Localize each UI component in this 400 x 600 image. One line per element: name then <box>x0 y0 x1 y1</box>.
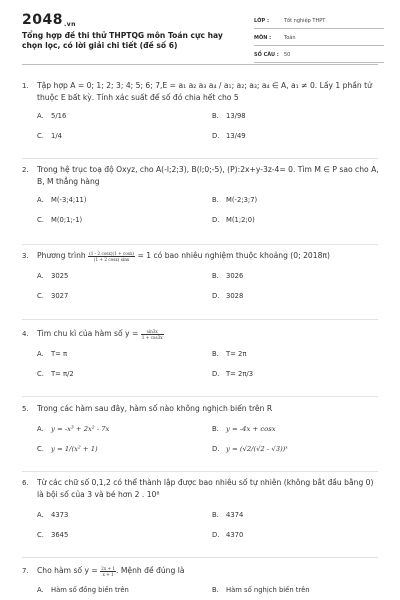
option-value: 3028 <box>226 292 244 300</box>
options <box>37 423 380 463</box>
meta-value: Toán <box>284 35 296 41</box>
option-value: Hàm số nghịch biến trên <box>226 586 310 594</box>
options <box>37 584 380 598</box>
question-number: 7. <box>22 567 29 575</box>
option-value: M(-2;3;7) <box>226 196 258 204</box>
option-label: C. <box>37 445 44 453</box>
question-text-after: . Mệnh đề đúng là <box>116 566 185 575</box>
option-label: C. <box>37 292 44 300</box>
option-d[interactable] <box>212 443 288 455</box>
meta-key: SỐ CÂU : <box>254 52 279 58</box>
fraction-numerator: 2x + 1 <box>101 565 116 571</box>
option-c[interactable] <box>37 130 62 142</box>
option-value: 3645 <box>51 531 69 539</box>
option-c[interactable] <box>37 214 82 226</box>
question-text: Từ các chữ số 0,1,2 có thể thành lập được bao nhiêu số tự nhiên (không bắt đầu bằng 0) là bội số của 3 và bé hơn 2 . 10⁸ <box>37 478 374 499</box>
equation-fraction <box>88 251 135 262</box>
option-d[interactable] <box>212 290 243 302</box>
option-label: A. <box>37 586 44 594</box>
option-value: 4373 <box>51 511 69 519</box>
question-number: 3. <box>22 252 29 260</box>
option-b[interactable] <box>212 270 243 282</box>
options <box>37 110 380 150</box>
question-number: 1. <box>22 82 29 90</box>
option-label: A. <box>37 196 44 204</box>
site-logo[interactable] <box>22 12 242 28</box>
question-text-before: Cho hàm số y = <box>37 566 98 575</box>
options <box>37 194 380 234</box>
option-value: T= 2π/3 <box>226 370 254 378</box>
option-value: 4370 <box>226 531 244 539</box>
meta-row-subject <box>254 31 384 46</box>
question-separator <box>22 158 378 159</box>
option-a[interactable] <box>37 584 129 596</box>
header-left <box>22 12 242 51</box>
option-d[interactable] <box>212 529 243 541</box>
question-text-after: = 1 có bao nhiêu nghiệm thuộc khoảng (0; 2018π) <box>137 251 330 260</box>
question-4 <box>22 328 380 388</box>
option-c[interactable] <box>37 368 74 380</box>
option-value: y = -x³ + 2x² - 7x <box>51 425 110 433</box>
question-5 <box>22 403 380 463</box>
option-d[interactable] <box>212 130 246 142</box>
option-value: 3025 <box>51 272 69 280</box>
option-label: B. <box>212 272 219 280</box>
meta-row-class <box>254 14 384 29</box>
option-label: B. <box>212 586 219 594</box>
meta-value: Tốt nghiệp THPT <box>284 18 326 24</box>
option-value: 1/4 <box>51 132 62 140</box>
question-separator <box>22 557 378 558</box>
question-separator <box>22 396 378 397</box>
option-c[interactable] <box>37 290 68 302</box>
option-value: y = -4x + cosx <box>226 425 276 433</box>
question-3 <box>22 250 380 310</box>
options <box>37 509 380 549</box>
fraction-numerator: sin3x <box>141 329 164 335</box>
question-number: 2. <box>22 166 29 174</box>
option-value: M(1;2;0) <box>226 216 255 224</box>
question-number: 5. <box>22 405 29 413</box>
question-text-before: Tìm chu kì của hàm số y = <box>37 329 139 338</box>
option-value: T= π <box>51 350 68 358</box>
option-b[interactable] <box>212 110 246 122</box>
header-meta <box>254 14 384 65</box>
meta-row-count <box>254 48 384 63</box>
options <box>37 348 380 388</box>
option-label: C. <box>37 531 44 539</box>
options <box>37 270 380 310</box>
question-separator <box>22 319 378 320</box>
option-b[interactable] <box>212 194 257 206</box>
option-label: B. <box>212 196 219 204</box>
fraction-denominator: (1 + 2 cosx) sinx <box>93 256 130 262</box>
option-label: C. <box>37 370 44 378</box>
option-c[interactable] <box>37 443 98 455</box>
option-label: B. <box>212 350 219 358</box>
option-label: C. <box>37 132 44 140</box>
header-divider <box>22 64 378 65</box>
option-label: D. <box>212 132 220 140</box>
fraction-denominator: 1 + cos3x <box>141 334 163 340</box>
option-d[interactable] <box>212 214 255 226</box>
question-7 <box>22 565 380 598</box>
meta-key: LỚP : <box>254 18 269 24</box>
option-value: 13/98 <box>226 112 246 120</box>
option-label: A. <box>37 511 44 519</box>
option-value: 3026 <box>226 272 244 280</box>
question-2 <box>22 164 380 234</box>
option-label: B. <box>212 112 219 120</box>
option-c[interactable] <box>37 529 68 541</box>
function-fraction <box>141 329 164 340</box>
question-number: 4. <box>22 330 29 338</box>
option-d[interactable] <box>212 368 253 380</box>
fraction-denominator: x + 1 <box>102 571 114 577</box>
document-title: Tổng hợp đề thi thử THPTQG môn Toán cực hay chọn lọc, có lời giải chi tiết (đề số 6) <box>22 31 223 50</box>
option-label: A. <box>37 425 44 433</box>
option-a[interactable] <box>37 423 109 435</box>
question-text <box>37 328 380 340</box>
meta-key: MÔN : <box>254 35 272 41</box>
option-label: A. <box>37 272 44 280</box>
option-a[interactable] <box>37 270 68 282</box>
option-a[interactable] <box>37 348 67 360</box>
question-number: 6. <box>22 479 29 487</box>
option-value: 13/49 <box>226 132 246 140</box>
option-label: C. <box>37 216 44 224</box>
option-label: D. <box>212 531 220 539</box>
option-value: Hàm số đồng biến trên <box>51 586 129 594</box>
brand-name: 2048 <box>22 12 63 28</box>
question-text: Tập hợp A = 0; 1; 2; 3; 4; 5; 6; 7,E = a₁ a₂ a₃ a₄ / a₁; a₂; a₃; a₄ ∈ A, a₁ ≠ 0. Lấy 1 phần tử thuộc E bất kỳ. Tính xác suất để số đó chia hết cho 5 <box>37 81 372 102</box>
option-value: 5/16 <box>51 112 67 120</box>
option-value: T= 2π <box>226 350 247 358</box>
question-text: Trong các hàm sau đây, hàm số nào không nghịch biến trên R <box>37 404 273 413</box>
question-text <box>37 250 380 262</box>
question-text-before: Phương trình <box>37 251 86 260</box>
question-text: Trong hệ trục toạ độ Oxyz, cho A(-l;2;3), B(l;0;-5), (P):2x+y-3z-4= 0. Tìm M ∈ P sao cho A, B, M thẳng hàng <box>37 165 379 186</box>
question-separator <box>22 471 378 472</box>
question-6 <box>22 477 380 549</box>
option-b[interactable] <box>212 423 276 435</box>
option-a[interactable] <box>37 110 66 122</box>
option-b[interactable] <box>212 348 246 360</box>
question-separator <box>22 244 378 245</box>
option-label: B. <box>212 511 219 519</box>
option-a[interactable] <box>37 194 87 206</box>
option-a[interactable] <box>37 509 68 521</box>
option-value: M(0;1;-1) <box>51 216 83 224</box>
option-b[interactable] <box>212 509 243 521</box>
option-value: 4374 <box>226 511 244 519</box>
option-label: D. <box>212 292 220 300</box>
question-1 <box>22 80 380 150</box>
option-value: T= π/2 <box>51 370 74 378</box>
option-label: D. <box>212 445 220 453</box>
option-value: M(-3;4;11) <box>51 196 87 204</box>
function-fraction <box>100 566 116 577</box>
option-label: A. <box>37 112 44 120</box>
meta-value: 50 <box>284 52 291 58</box>
option-label: D. <box>212 370 220 378</box>
option-label: D. <box>212 216 220 224</box>
fraction-numerator: (1 - 2 cosx)(1 + cosx) <box>89 250 135 256</box>
option-label: A. <box>37 350 44 358</box>
option-value: y = 1/(x² + 1) <box>51 445 98 453</box>
option-value: 3027 <box>51 292 69 300</box>
option-label: B. <box>212 425 219 433</box>
brand-suffix: .vn <box>63 21 76 28</box>
option-b[interactable] <box>212 584 310 596</box>
question-text <box>37 565 380 577</box>
option-value: y = (√2/(√2 - √3))ˣ <box>226 445 288 453</box>
